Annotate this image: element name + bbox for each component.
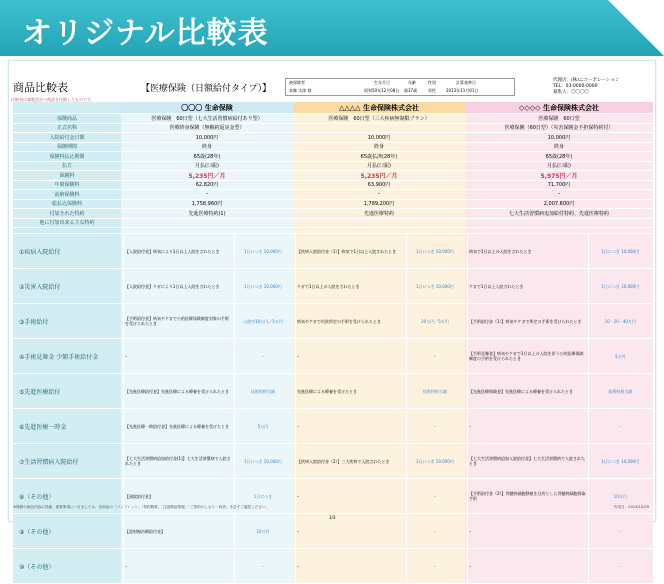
row-label: 保険期間 xyxy=(13,143,121,152)
benefit-desc: 【先進医療給付金】先進医療による療養を受けられたとき xyxy=(123,374,234,408)
benefit-desc: 【先進医療一時給付金】先進医療による療養を受けたとき xyxy=(123,409,234,443)
benefit-cell xyxy=(293,549,465,583)
benefit-cell xyxy=(293,269,465,303)
banner xyxy=(0,0,664,56)
row-value: 終身 xyxy=(465,143,653,152)
benefit-amount: – xyxy=(406,339,463,373)
table-row xyxy=(13,143,653,153)
benefit-cell xyxy=(121,409,293,443)
benefit-desc: 【手術給付金（2）】骨髄幹細胞移植を目的とした骨髄幹細胞採取手術 xyxy=(467,479,588,513)
benefit-desc: – xyxy=(467,549,588,583)
age-value: 満37歳 xyxy=(404,88,418,93)
row-value: 65歳払済(28年) xyxy=(293,152,465,161)
benefit-amount: 10万円 xyxy=(588,479,651,513)
benefit-desc: 【入院給付金】ケガにより1日以上入院をされたとき xyxy=(123,269,234,303)
row-value xyxy=(293,219,465,228)
benefit-desc: 【疾病入院給付金（1）】病気で1日以上入院されたとき xyxy=(295,234,406,268)
benefit-amount: 1日につき 10,000円 xyxy=(588,444,651,478)
benefit-amount: – xyxy=(234,549,291,583)
row-value: 5,235円／月 xyxy=(293,171,465,180)
company-3-header: ◇◇◇◇ 生命保険株式会社 xyxy=(465,102,653,113)
table-row xyxy=(13,190,653,200)
benefit-desc: ケガで1日以上入院されたとき xyxy=(467,269,588,303)
benefit-desc: 【手術給付金】病気やケガで公的医療保険制度対象の手術を受けられたとき xyxy=(123,304,234,338)
benefit-desc: – xyxy=(295,479,406,513)
benefit-label: ②災害入院給付 xyxy=(13,269,121,303)
row-label: 他に付加出来る主な特約 xyxy=(13,219,121,228)
benefit-desc: – xyxy=(295,549,406,583)
benefit-amount: 1日につき 10,000円 xyxy=(234,234,291,268)
row-value: 10,000円 xyxy=(121,133,293,142)
agent-line: 募集人：〇〇〇〇 xyxy=(553,90,589,95)
benefit-label: ⑧（その他） xyxy=(13,479,121,513)
benefit-row xyxy=(13,549,653,584)
benefit-desc: ケガで1日以上の入院をされたとき xyxy=(295,269,406,303)
row-value: 先進医療特約(1) xyxy=(121,209,293,218)
row-value: 終身 xyxy=(121,143,293,152)
benefit-amount: 5万円 xyxy=(234,409,291,443)
row-value: 2,007,600円 xyxy=(465,200,653,209)
benefit-amount: 1日につき 10,000円 xyxy=(588,269,651,303)
benefit-cell xyxy=(121,444,293,478)
row-value: 5,235円／月 xyxy=(121,171,293,180)
benefit-cell xyxy=(465,549,653,583)
benefit-amount: – xyxy=(406,514,463,548)
benefit-amount: 1日につき 10,000円 xyxy=(234,444,291,478)
row-value: 医療保険（60日型）（災害保険金不担保特約付） xyxy=(465,124,653,133)
insured-name: 本郷 太郎 様 xyxy=(289,88,312,93)
benefit-row xyxy=(13,234,653,269)
benefit-amount: 1日につき 10,000円 xyxy=(406,444,463,478)
table-row xyxy=(13,162,653,172)
table-row xyxy=(13,124,653,134)
table-row xyxy=(13,152,653,162)
benefit-amount: – xyxy=(234,339,291,373)
benefit-amount: 1日につき 10,000円 xyxy=(406,234,463,268)
benefit-desc: – xyxy=(295,339,406,373)
row-value: 月払(口振) xyxy=(121,162,293,171)
table-row xyxy=(13,171,653,181)
benefit-row xyxy=(13,304,653,339)
benefit-label: ⑦生活習慣病入院給付 xyxy=(13,444,121,478)
agent-line: TEL：03-0000-0000 xyxy=(553,84,598,89)
benefit-cell xyxy=(465,234,653,268)
row-value xyxy=(293,124,465,133)
birth-label: 生年月日 xyxy=(374,80,390,85)
document-sheet xyxy=(8,60,656,571)
row-value: 月払(口振) xyxy=(293,162,465,171)
benefit-amount: 20万円／5万円 xyxy=(406,304,463,338)
row-value: – xyxy=(121,190,293,199)
benefit-amount: 1日につき 10,000円 xyxy=(234,269,291,303)
benefit-amount: 技術料相当額 xyxy=(234,374,291,408)
benefit-cell xyxy=(293,514,465,548)
benefit-amount: 技術料相当額 xyxy=(406,374,463,408)
table-row xyxy=(13,209,653,219)
benefit-amount: – xyxy=(588,409,651,443)
benefit-cell xyxy=(121,304,293,338)
insured-info-box xyxy=(285,78,515,96)
row-value: 医療保険 60日型（七大生活習慣病給付あり型） xyxy=(121,114,293,123)
spacer xyxy=(293,228,465,233)
benefit-amount: – xyxy=(588,549,651,583)
benefit-desc: – xyxy=(295,514,406,548)
benefit-desc: 【手術給付金（1）】病気やケガで所定の手術を受けられたとき xyxy=(467,304,588,338)
benefit-amount: – xyxy=(406,479,463,513)
footer-text: ※保険の商品内容の詳細、重要事項につきましては、各商品の「パンフレット」「契約概要」「注意喚起情報」「ご契約のしおり・約款」を必ずご確認ください。 xyxy=(13,505,270,509)
date-value: 2013年11月01日 xyxy=(446,88,479,93)
row-value: – xyxy=(293,190,465,199)
company-2-header: △△△△ 生命保険株式会社 xyxy=(293,102,465,113)
benefit-amount: 1日につき 10,000円 xyxy=(406,269,463,303)
benefit-label: ③手術給付 xyxy=(13,304,121,338)
row-label: 保険料 xyxy=(13,171,121,180)
row-value xyxy=(121,219,293,228)
benefit-desc: 【放射線治療給付金】 xyxy=(123,514,234,548)
benefit-amount: 5万円 xyxy=(588,339,651,373)
benefit-cell xyxy=(121,514,293,548)
row-value: 医療保険 60日型（三大疾病無制限プラン） xyxy=(293,114,465,123)
page-number: 1/3 xyxy=(329,515,336,520)
row-value: 月払(口振) xyxy=(465,162,653,171)
benefit-cell xyxy=(465,374,653,408)
sex-label: 性別 xyxy=(428,80,436,85)
table-row xyxy=(13,133,653,143)
benefit-desc: 病気やケガで約款所定の手術を受けられたとき xyxy=(295,304,406,338)
benefit-row xyxy=(13,409,653,444)
row-value: 医療終身保険（無解約返戻金型） xyxy=(121,124,293,133)
benefit-amount: – xyxy=(588,514,651,548)
age-label: 年齢 xyxy=(408,80,416,85)
row-value: 1,758,960円 xyxy=(121,200,293,209)
comparison-table xyxy=(13,102,653,584)
row-label: 入院給付金日額 xyxy=(13,133,121,142)
footer-date: 作成日：2013/10/29 xyxy=(613,505,649,509)
corner-fold xyxy=(608,0,664,56)
table-row xyxy=(13,114,653,124)
agent-line: 代理店：(株)ニコーポレーション xyxy=(553,78,620,83)
spacer xyxy=(465,228,653,233)
row-label: 年間保険料 xyxy=(13,181,121,190)
table-row xyxy=(13,181,653,191)
row-value: 65歳(28年) xyxy=(121,152,293,161)
benefit-row xyxy=(13,269,653,304)
benefit-cell xyxy=(293,234,465,268)
benefit-cell xyxy=(465,409,653,443)
benefit-cell xyxy=(293,339,465,373)
row-label: 払方 xyxy=(13,162,121,171)
benefit-row xyxy=(13,339,653,374)
birth-value: 昭和50年12月08日 xyxy=(364,88,400,93)
benefit-desc: 【手術見舞金】病気やケガで1日以上の入院を伴う公的医療保険制度の手術を受けられたとき xyxy=(467,339,588,373)
benefit-desc: 【先進医療保険金】先進医療による療養を受けられたとき xyxy=(467,374,588,408)
benefit-amount: – xyxy=(406,549,463,583)
benefit-desc: – xyxy=(467,514,588,548)
benefit-cell xyxy=(465,444,653,478)
banner-title: オリジナル比較表 xyxy=(22,16,269,51)
benefit-label: ⑩（その他） xyxy=(13,549,121,583)
row-value: 62,820円 xyxy=(121,181,293,190)
page-subtitle: 【医療保険（日額給付タイプ）】 xyxy=(141,84,272,94)
benefit-cell xyxy=(293,374,465,408)
benefit-amount: 入院中10万円／5万円 xyxy=(234,304,291,338)
benefit-amount: 技術料相当額 xyxy=(588,374,651,408)
row-label: 保険料払込期間 xyxy=(13,152,121,161)
row-label: 前納保険料 xyxy=(13,190,121,199)
page-title: 商品比較表 xyxy=(13,81,68,94)
benefit-cell xyxy=(465,304,653,338)
row-label: 総払込保険料 xyxy=(13,200,121,209)
row-value: 医療保険 60日型 xyxy=(465,114,653,123)
benefit-label: ⑥先進医療一時金 xyxy=(13,409,121,443)
company-1-header: 〇〇〇 生命保険 xyxy=(121,102,293,113)
benefit-amount: 10・20・40万円 xyxy=(588,304,651,338)
benefit-cell xyxy=(121,234,293,268)
benefit-cell xyxy=(121,549,293,583)
benefit-cell xyxy=(465,514,653,548)
table-row xyxy=(13,219,653,229)
spacer xyxy=(121,228,293,233)
agent-info xyxy=(553,78,619,96)
benefit-row xyxy=(13,374,653,409)
benefit-desc: – xyxy=(467,409,588,443)
insured-label: 被保険者 xyxy=(289,80,305,85)
benefit-label: ⑨（その他） xyxy=(13,514,121,548)
row-value: 10,000円 xyxy=(293,133,465,142)
row-label: 正式名称 xyxy=(13,124,121,133)
benefit-amount: 1日につき xyxy=(234,479,291,513)
row-value: 1,789,200円 xyxy=(293,200,465,209)
benefit-desc: 病気で1日以上の入院をされたとき xyxy=(467,234,588,268)
row-value: 5,975円／月 xyxy=(465,171,653,180)
benefit-cell xyxy=(293,444,465,478)
benefit-cell xyxy=(465,339,653,373)
table-row xyxy=(13,200,653,210)
benefit-label: ①疾病入院給付 xyxy=(13,234,121,268)
benefit-cell xyxy=(121,269,293,303)
row-value: 10,000円 xyxy=(465,133,653,142)
row-value: 先進医療特約 xyxy=(293,209,465,218)
date-label: 計算基準日 xyxy=(456,80,476,85)
footer-note xyxy=(13,505,653,510)
table-header-row xyxy=(13,102,653,114)
benefit-desc: 先進医療による療養を受けたとき xyxy=(295,374,406,408)
row-value xyxy=(465,219,653,228)
benefit-amount: – xyxy=(406,409,463,443)
header-blank xyxy=(13,102,121,113)
benefit-desc: 【通院給付金】 xyxy=(123,479,234,513)
benefit-cell xyxy=(293,304,465,338)
benefit-cell xyxy=(121,374,293,408)
benefit-amount: 1日につき 10,000円 xyxy=(588,234,651,268)
doc-note: 比較表は複数会社の商品を比較したものです。 xyxy=(11,97,95,102)
benefit-desc: – xyxy=(123,549,234,583)
row-label: 付加された特約 xyxy=(13,209,121,218)
benefit-desc: – xyxy=(295,409,406,443)
benefit-label: ⑤先進医療給付 xyxy=(13,374,121,408)
row-value: 65歳(28年) xyxy=(465,152,653,161)
row-label: 保険商品 xyxy=(13,114,121,123)
benefit-desc: 【七大生活習慣病追加入院給付金】七大生活習慣病で入院されたとき xyxy=(467,444,588,478)
benefit-desc: 【疾病入院給付金（2）】三大疾病で入院されたとき xyxy=(295,444,406,478)
row-value: 終身 xyxy=(293,143,465,152)
row-value: 63,900円 xyxy=(293,181,465,190)
benefit-cell xyxy=(121,339,293,373)
benefit-desc: 【入院給付金】病気により1日以上入院をされたとき xyxy=(123,234,234,268)
spacer xyxy=(13,228,121,233)
benefit-cell xyxy=(293,409,465,443)
benefit-cell xyxy=(465,269,653,303)
row-value: 71,700円 xyxy=(465,181,653,190)
sex-value: 男性 xyxy=(428,88,436,93)
benefit-amount: 10万円 xyxy=(234,514,291,548)
row-value: – xyxy=(465,190,653,199)
benefit-desc: 【七大生活習慣病追加給付金(1)】七大生活習慣病で入院されたとき xyxy=(123,444,234,478)
benefit-row xyxy=(13,444,653,479)
benefit-desc: – xyxy=(123,339,234,373)
benefit-label: ④手術見舞金 少額手術給付金 xyxy=(13,339,121,373)
row-value: 七大生活習慣病追加給付特約、先進医療特約 xyxy=(465,209,653,218)
